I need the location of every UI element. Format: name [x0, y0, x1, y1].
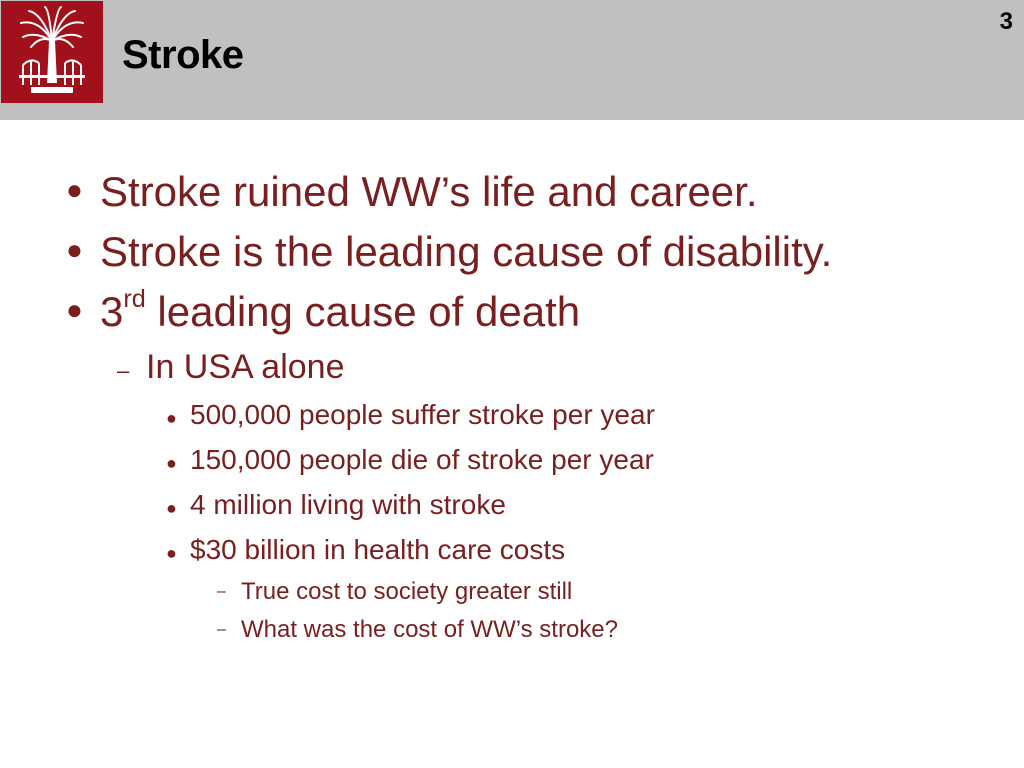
level4-bullet-text: What was the cost of WW’s stroke? [241, 616, 619, 643]
dash-icon: – [217, 621, 226, 638]
bullet-icon: ● [66, 234, 83, 265]
ordinal-number: 3 [100, 288, 124, 335]
bullet-icon: ● [66, 174, 83, 205]
slide-title: Stroke [122, 33, 244, 77]
bullet-text: Stroke is the leading cause of disability. [100, 228, 833, 275]
bullet-text-rest: leading cause of death [145, 288, 581, 335]
dash-icon: – [117, 358, 130, 383]
dash-icon: – [217, 583, 226, 600]
ordinal-suffix: rd [123, 285, 146, 314]
sub-sub-bullet-text: 150,000 people die of stroke per year [190, 444, 654, 475]
bullet-text [100, 285, 581, 336]
bullet-icon: ● [166, 498, 177, 518]
level4-bullet-text: True cost to society greater still [241, 578, 573, 605]
sub-sub-bullet-text: 500,000 people suffer stroke per year [190, 399, 655, 430]
bullet-icon: ● [166, 408, 177, 428]
sub-sub-bullet-text: $30 billion in health care costs [190, 534, 566, 565]
bullet-icon: ● [166, 543, 177, 563]
bullet-text: Stroke ruined WW’s life and career. [100, 168, 758, 215]
bullet-icon: ● [66, 294, 83, 325]
slide-number: 3 [999, 8, 1013, 35]
bullet-icon: ● [166, 453, 177, 473]
sub-bullet-text: In USA alone [146, 348, 345, 386]
sub-sub-bullet-text: 4 million living with stroke [190, 489, 506, 520]
